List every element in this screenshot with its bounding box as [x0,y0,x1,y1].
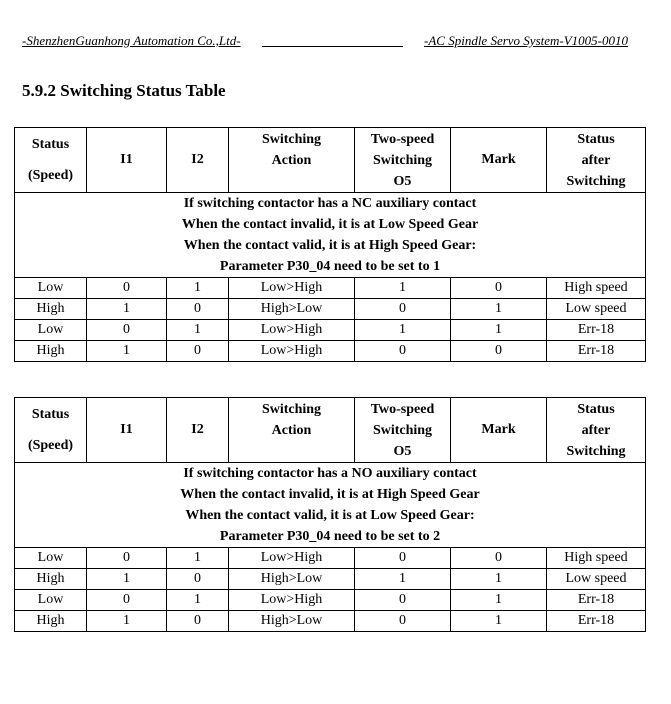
cell-mark: 0 [451,341,547,362]
cell-i2: 0 [167,299,229,320]
cell-i1: 0 [87,278,167,299]
note-row [15,463,646,548]
table-row [15,569,646,590]
cell-mark: 1 [451,320,547,341]
cell-i2: 0 [167,611,229,632]
cell-status: Low [15,548,87,569]
table-row [15,590,646,611]
col-i2: I2 [167,128,229,193]
cell-status: High [15,299,87,320]
col-mark: Mark [451,128,547,193]
cell-after: Err-18 [547,341,646,362]
cell-after: Err-18 [547,611,646,632]
cell-o5: 1 [355,278,451,299]
table-row [15,278,646,299]
cell-i1: 1 [87,611,167,632]
cell-status: High [15,611,87,632]
table-row [15,611,646,632]
cell-o5: 0 [355,611,451,632]
cell-status: Low [15,320,87,341]
cell-after: Low speed [547,569,646,590]
col-status: Status (Speed) [15,128,87,193]
table-header-row [15,398,646,463]
cell-o5: 0 [355,299,451,320]
col-after: Status after Switching [547,398,646,463]
cell-o5: 0 [355,341,451,362]
cell-o5: 1 [355,569,451,590]
cell-after: Err-18 [547,320,646,341]
cell-after: High speed [547,278,646,299]
cell-mark: 0 [451,548,547,569]
cell-after: High speed [547,548,646,569]
cell-mark: 1 [451,569,547,590]
cell-mark: 1 [451,611,547,632]
col-after: Status after Switching [547,128,646,193]
cell-action: Low>High [229,590,355,611]
header-company: -ShenzhenGuanhong Automation Co.,Ltd- [22,33,241,48]
note-cell: If switching contactor has a NC auxiliary contact When the contact invalid, it is at Low Speed Gear When the contact valid, it is at High Speed Gear: Parameter P30_04 need to be set to 1 [15,193,646,278]
cell-i2: 1 [167,278,229,299]
cell-i2: 0 [167,341,229,362]
cell-i2: 1 [167,548,229,569]
cell-action: Low>High [229,278,355,299]
table-header-row [15,128,646,193]
cell-action: High>Low [229,569,355,590]
cell-i1: 0 [87,590,167,611]
cell-action: Low>High [229,548,355,569]
cell-after: Err-18 [547,590,646,611]
col-action: Switching Action [229,398,355,463]
col-o5: Two-speed Switching O5 [355,398,451,463]
cell-action: Low>High [229,341,355,362]
cell-mark: 0 [451,278,547,299]
cell-i1: 1 [87,569,167,590]
col-mark: Mark [451,398,547,463]
cell-i2: 0 [167,569,229,590]
page-header [22,33,628,49]
section-title: 5.9.2 Switching Status Table [22,81,226,100]
note-cell: If switching contactor has a NO auxiliary contact When the contact invalid, it is at High Speed Gear When the contact valid, it is at Low Speed Gear: Parameter P30_04 need to be set to 2 [15,463,646,548]
cell-i2: 1 [167,320,229,341]
col-i1: I1 [87,128,167,193]
cell-status: Low [15,278,87,299]
table-row [15,320,646,341]
switching-table-no [14,397,646,632]
cell-status: High [15,341,87,362]
header-rule [262,46,403,47]
col-status: Status (Speed) [15,398,87,463]
cell-mark: 1 [451,590,547,611]
cell-o5: 0 [355,548,451,569]
cell-i2: 1 [167,590,229,611]
cell-o5: 0 [355,590,451,611]
cell-i1: 0 [87,548,167,569]
header-document: -AC Spindle Servo System-V1005-0010 [424,33,628,48]
table-row [15,299,646,320]
col-i1: I1 [87,398,167,463]
cell-i1: 1 [87,299,167,320]
cell-after: Low speed [547,299,646,320]
table-row [15,548,646,569]
cell-status: Low [15,590,87,611]
note-row [15,193,646,278]
cell-action: High>Low [229,611,355,632]
cell-status: High [15,569,87,590]
switching-table-nc [14,127,646,362]
table-row [15,341,646,362]
cell-i1: 0 [87,320,167,341]
col-i2: I2 [167,398,229,463]
cell-mark: 1 [451,299,547,320]
col-o5: Two-speed Switching O5 [355,128,451,193]
cell-action: High>Low [229,299,355,320]
cell-o5: 1 [355,320,451,341]
cell-i1: 1 [87,341,167,362]
cell-action: Low>High [229,320,355,341]
col-action: Switching Action [229,128,355,193]
